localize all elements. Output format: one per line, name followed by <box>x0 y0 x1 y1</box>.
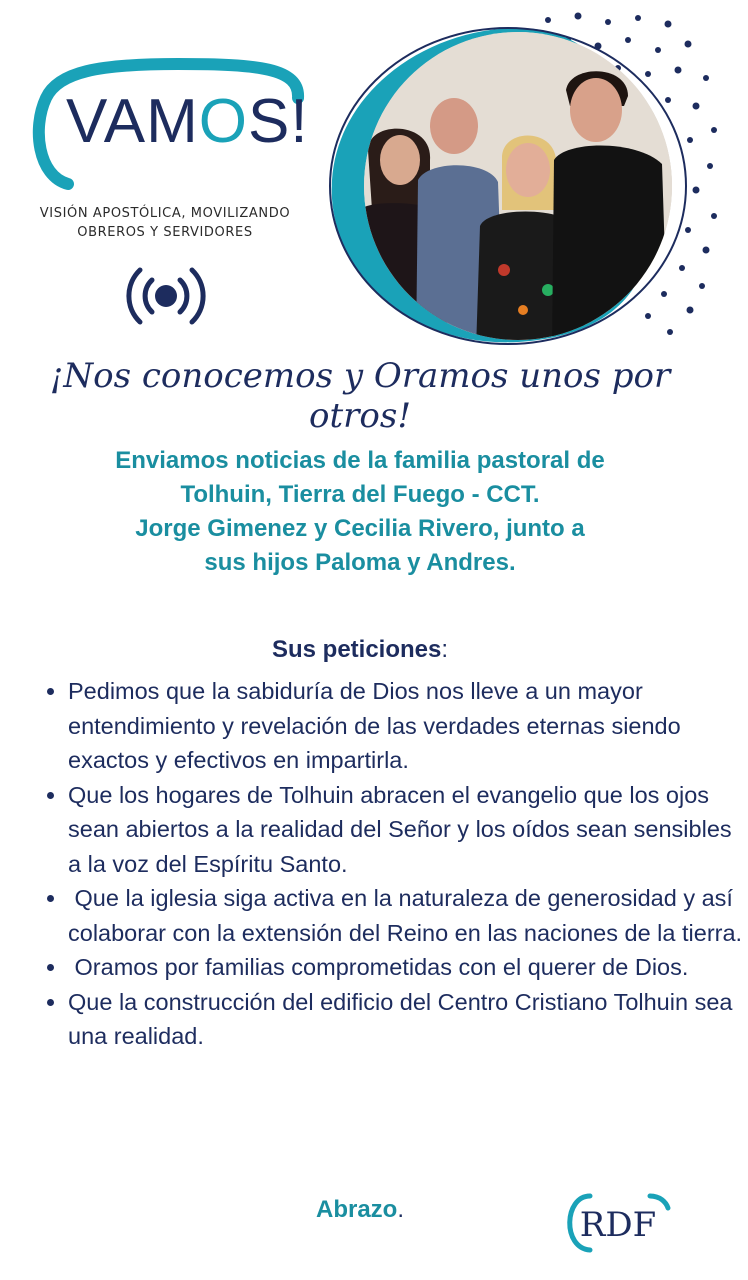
intro-line: Tolhuin, Tierra del Fuego - CCT. <box>180 481 540 508</box>
list-item: • Que la iglesia siga activa en la naturaleza de generosidad y así colaborar con la extensión del Reino en las naciones de la tierra. <box>68 881 748 950</box>
intro-line: sus hijos Paloma y Andres. <box>204 549 516 576</box>
intro-line: Enviamos noticias de la familia pastoral de <box>115 447 605 474</box>
petitions-list <box>28 674 748 1054</box>
list-item: • Que la construcción del edificio del Centro Cristiano Tolhuin sea una realidad. <box>68 985 748 1054</box>
rdf-logo-text: RDF <box>579 1205 657 1245</box>
page-tagline: ¡Nos conocemos y Oramos unos por otros! <box>49 356 671 436</box>
closing-text: Abrazo. <box>315 1196 404 1223</box>
intro-line: Jorge Gimenez y Cecilia Rivero, junto a <box>135 515 585 542</box>
family-photo-area <box>318 10 720 360</box>
petitions-title: Sus peticiones: <box>271 636 449 663</box>
logo-subtitle: VISIÓN APOSTÓLICA, MOVILIZANDO OBREROS Y SERVIDORES <box>39 206 291 240</box>
list-item: • Pedimos que la sabiduría de Dios nos lleve a un mayor entendimiento y revelación de las verdades eternas siendo exactos y efectivos en impartirla. <box>68 674 748 778</box>
rdf-logo <box>560 1190 675 1256</box>
broadcast-icon <box>128 266 204 331</box>
list-item: • Oramos por familias comprometidas con el querer de Dios. <box>68 950 748 985</box>
intro-text <box>40 444 680 580</box>
vamos-logo <box>28 58 308 198</box>
logo-wordmark: VAMOS! <box>66 87 309 156</box>
list-item: • Que los hogares de Tolhuin abracen el evangelio que los ojos sean abiertos a la realidad del Señor y los oídos sean sensibles a la voz del Espíritu Santo. <box>68 778 748 882</box>
